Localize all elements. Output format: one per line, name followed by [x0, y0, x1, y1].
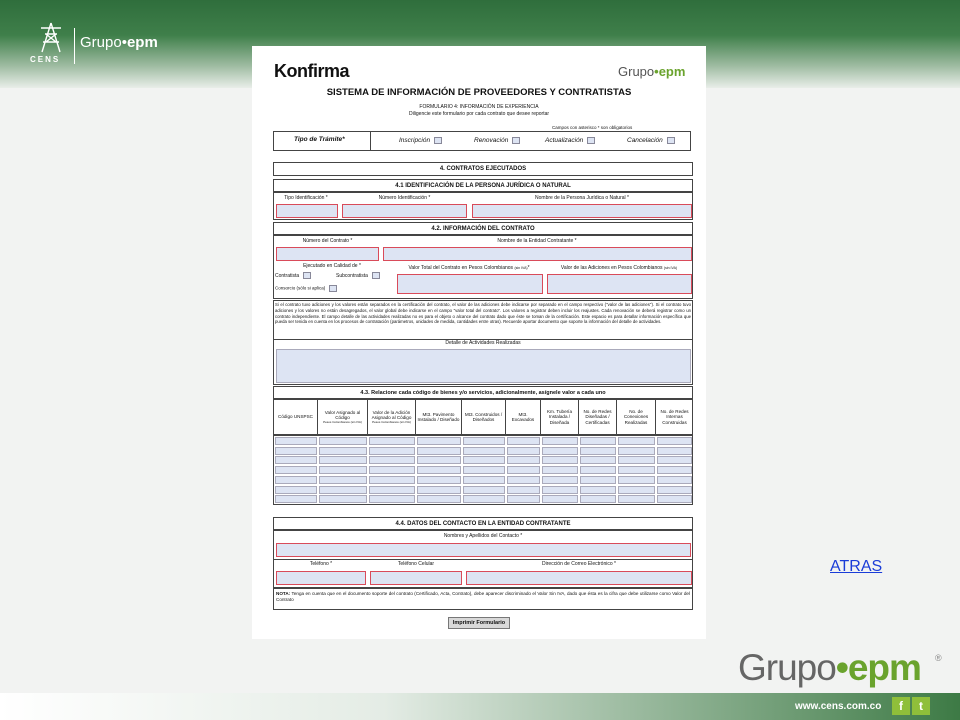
code-grid-cell[interactable] [542, 447, 578, 455]
code-grid-cell[interactable] [417, 476, 461, 484]
tramite-row [273, 131, 691, 151]
code-grid-cell[interactable] [417, 447, 461, 455]
option-cancelacion[interactable]: Cancelación [627, 137, 675, 145]
code-grid-cell[interactable] [507, 447, 540, 455]
code-grid-cell[interactable] [369, 437, 415, 445]
code-grid-cell[interactable] [580, 495, 616, 503]
adiciones-instructions: Si el contrato tuvo adiciones y los valores están separados en la certificación del contrato, el valor de las adiciones debe indicarse por separado en el campo respectivo ("valor de las adiciones"). Si el contrato tuvo adiciones y los valores no están desagregados, el valor global debe indicarse en el campo "valor total del contrato". Los valores a registrar deben incluir los reajustes. Cada renovación se deberá registrar como un contrato independiente. El campo detalle de las actividades realizadas no es para el objeto o alcance del contrato dado que éste se toman de la certificación. Este espacio es para detallar información específica que pueda ser tenida en cuenta en los procesos de contratación (parámetros, unidades de medida, cantidades entre otras). Recuerde aportar documento que soporte la información del detalle de actividades. [275, 302, 691, 325]
checkbox[interactable] [587, 137, 595, 144]
code-grid-cell[interactable] [542, 466, 578, 474]
footer-bar [0, 693, 960, 720]
grupo-epm-doc-logo: Grupo•epm [618, 64, 686, 79]
code-grid-cell[interactable] [369, 456, 415, 464]
code-grid-cell[interactable] [463, 437, 505, 445]
checkbox[interactable] [667, 137, 675, 144]
code-grid-cell[interactable] [542, 495, 578, 503]
col-header: Valor Asignado al Código Pesos Colombianos (sin IVA) [318, 400, 368, 434]
calidad-label: Ejecutado en Calidad de * [303, 263, 361, 269]
code-grid-cell[interactable] [580, 476, 616, 484]
code-grid-cell[interactable] [463, 466, 505, 474]
checkbox[interactable] [372, 272, 380, 279]
code-grid-cell[interactable] [417, 466, 461, 474]
code-grid-cell[interactable] [319, 447, 367, 455]
code-grid-cell[interactable] [369, 495, 415, 503]
tower-icon [36, 22, 66, 54]
celular-label: Teléfono Celular [397, 561, 435, 567]
code-grid-cell[interactable] [580, 456, 616, 464]
code-grid-cell[interactable] [319, 456, 367, 464]
telefono-input[interactable] [276, 571, 366, 585]
code-grid-cell[interactable] [319, 437, 367, 445]
code-grid-cell[interactable] [618, 466, 655, 474]
consorcio-option[interactable]: Consorcio (sólo si aplica) [275, 285, 337, 292]
code-grid-cell[interactable] [319, 466, 367, 474]
grupo-epm-text: Grupo•epm [80, 34, 158, 51]
col-header: Valor de la Adición Asignado al Código Pesos Colombianos (sin IVA) [368, 400, 416, 434]
code-grid-cell[interactable] [542, 486, 578, 494]
grupo-epm-logo [738, 647, 948, 691]
nombres-input[interactable] [276, 543, 691, 557]
code-grid-cell[interactable] [580, 437, 616, 445]
code-grid-cell[interactable] [463, 447, 505, 455]
tramite-label: Tipo de Trámite* [294, 136, 345, 143]
code-grid-cell[interactable] [580, 486, 616, 494]
entidad-label: Nombre de la Entidad Contratante * [497, 238, 577, 244]
code-grid-cell[interactable] [657, 437, 692, 445]
code-grid-cell[interactable] [507, 466, 540, 474]
code-grid-cell[interactable] [319, 486, 367, 494]
option-actualizacion[interactable]: Actualización [545, 137, 595, 145]
twitter-icon[interactable]: t [912, 697, 930, 715]
col-header: No. de Conexiones Realizadas [617, 400, 656, 434]
cens-text: CENS [30, 55, 61, 64]
numero-id-label: Número Identificación * [378, 195, 431, 201]
code-grid-cell[interactable] [618, 486, 655, 494]
required-note: Campos con asterisco * son obligatorios [552, 125, 633, 130]
code-grid-cell[interactable] [369, 486, 415, 494]
nombres-label: Nombres y Apellidos del Contacto * [443, 533, 523, 539]
code-grid-cell[interactable] [657, 466, 692, 474]
code-grid-cell[interactable] [463, 476, 505, 484]
code-grid-cell[interactable] [463, 486, 505, 494]
code-grid-cell[interactable] [657, 447, 692, 455]
detalle-label: Detalle de Actividades Realizadas [445, 340, 521, 346]
code-grid-cell[interactable] [618, 476, 655, 484]
code-grid-cell[interactable] [369, 447, 415, 455]
code-grid-cell[interactable] [369, 466, 415, 474]
checkbox[interactable] [303, 272, 311, 279]
numero-id-input[interactable] [342, 204, 467, 218]
code-grid-cell[interactable] [369, 476, 415, 484]
contratista-option[interactable]: Contratista [275, 272, 311, 280]
checkbox[interactable] [434, 137, 442, 144]
code-grid-cell[interactable] [319, 476, 367, 484]
section-41-header: 4.1 IDENTIFICACIÓN DE LA PERSONA JURÍDICA O NATURAL [273, 179, 693, 192]
correo-input[interactable] [466, 571, 692, 585]
col-header: Km. Tubería Instalada / Diseñada [541, 400, 579, 434]
atras-link[interactable]: ATRAS [830, 558, 883, 575]
code-grid-cell[interactable] [319, 495, 367, 503]
code-grid-cell[interactable] [507, 456, 540, 464]
code-grid-cell[interactable] [275, 447, 317, 455]
print-form-button[interactable]: Imprimir Formulario [448, 617, 510, 629]
entidad-input[interactable] [383, 247, 692, 261]
code-grid-cell[interactable] [275, 456, 317, 464]
celular-input[interactable] [370, 571, 462, 585]
detalle-input[interactable] [276, 349, 691, 383]
form-image [252, 46, 706, 639]
code-grid-cell[interactable] [417, 495, 461, 503]
tipo-id-input[interactable] [276, 204, 338, 218]
cens-logo [30, 22, 180, 68]
code-grid-cell[interactable] [657, 476, 692, 484]
nombre-persona-input[interactable] [472, 204, 692, 218]
code-grid-cell[interactable] [507, 476, 540, 484]
code-grid-cell[interactable] [463, 495, 505, 503]
facebook-icon[interactable]: f [892, 697, 910, 715]
checkbox[interactable] [512, 137, 520, 144]
option-renovacion[interactable]: Renovación [474, 137, 520, 145]
code-grid-cell[interactable] [417, 486, 461, 494]
code-grid-cell[interactable] [417, 456, 461, 464]
col-header: Código UNSPSC [274, 400, 318, 434]
nombre-persona-label: Nombre de la Persona Jurídica o Natural * [535, 195, 629, 201]
code-grid-cell[interactable] [463, 456, 505, 464]
option-inscripcion[interactable]: Inscripción [399, 137, 442, 145]
col-header: Mt3. Pavimento Instalado / Diseñado [416, 400, 462, 434]
code-grid-cell[interactable] [542, 476, 578, 484]
code-grid-cell[interactable] [275, 466, 317, 474]
section-44-header: 4.4. DATOS DEL CONTACTO EN LA ENTIDAD CONTRATANTE [273, 517, 693, 530]
tipo-id-label: Tipo Identificación * [284, 195, 328, 201]
section-43-header: 4.3. Relacione cada código de bienes y/o servicios, adicionalmente, asígnele valor a cada uno [273, 386, 693, 399]
code-grid-cell[interactable] [618, 495, 655, 503]
code-grid-cell[interactable] [507, 437, 540, 445]
code-grid-cell[interactable] [275, 495, 317, 503]
subcontratista-option[interactable]: Subcontratista [336, 272, 380, 280]
konfirma-logo: Konfirma [274, 61, 350, 81]
correo-label: Dirección de Correo Electrónico * [542, 561, 616, 567]
code-grid-cell[interactable] [618, 447, 655, 455]
code-grid-cell[interactable] [618, 437, 655, 445]
valor-adiciones-label: Valor de las Adiciones en Pesos Colombianos (sin IVA) [560, 265, 678, 271]
codes-table-header [273, 399, 693, 435]
col-header: Mt3. Excavados [506, 400, 541, 434]
code-grid-cell[interactable] [657, 456, 692, 464]
code-grid-cell[interactable] [275, 486, 317, 494]
registered-mark: ® [935, 653, 942, 663]
code-grid-cell[interactable] [507, 486, 540, 494]
valor-total-input[interactable] [397, 274, 543, 294]
code-grid-cell[interactable] [618, 456, 655, 464]
form-instruction: Diligencie este formulario por cada contrato que desee reportar [408, 111, 550, 117]
code-grid-cell[interactable] [580, 466, 616, 474]
col-header: No. de Redes Diseñadas / Certificadas [579, 400, 617, 434]
logo-divider [74, 28, 75, 64]
telefono-label: Teléfono * [309, 561, 333, 567]
code-grid-cell[interactable] [275, 476, 317, 484]
col-header: No. de Redes Internas Construidas [660, 409, 689, 425]
nota-text: NOTA: Tenga en cuenta que en el documento soporte del contrato (Certificado, Acta, Contrato), debe aparecer discriminado el Valor Sin IVA, dado que ésta es la cifra que debe utilizarse como Valor del Contrato [276, 591, 690, 603]
num-contrato-label: Número del Contrato * [302, 238, 353, 244]
section-4-header: 4. CONTRATOS EJECUTADOS [273, 162, 693, 176]
codes-table-body [273, 435, 693, 505]
valor-adiciones-input[interactable] [547, 274, 692, 294]
checkbox[interactable] [329, 285, 337, 292]
code-grid-cell[interactable] [657, 495, 692, 503]
code-grid-cell[interactable] [542, 456, 578, 464]
num-contrato-input[interactable] [276, 247, 379, 261]
website-url[interactable]: www.cens.com.co [795, 701, 882, 712]
code-grid-cell[interactable] [657, 486, 692, 494]
col-header: Mt3. Construidos / Diseñados [462, 400, 506, 434]
code-grid-cell[interactable] [275, 437, 317, 445]
grupo-epm-wordmark: Grupo•epm [738, 647, 921, 688]
code-grid-cell[interactable] [580, 447, 616, 455]
section-42-header: 4.2. INFORMACIÓN DEL CONTRATO [273, 222, 693, 235]
code-grid-cell[interactable] [542, 437, 578, 445]
code-grid-cell[interactable] [507, 495, 540, 503]
valor-total-label: Valor Total del Contrato en Pesos Colombianos (sin IVA)* [408, 265, 530, 271]
form-subtitle: FORMULARIO 4: INFORMACIÓN DE EXPERIENCIA [419, 104, 539, 110]
code-grid-cell[interactable] [417, 437, 461, 445]
form-title: SISTEMA DE INFORMACIÓN DE PROVEEDORES Y CONTRATISTAS [326, 87, 632, 98]
